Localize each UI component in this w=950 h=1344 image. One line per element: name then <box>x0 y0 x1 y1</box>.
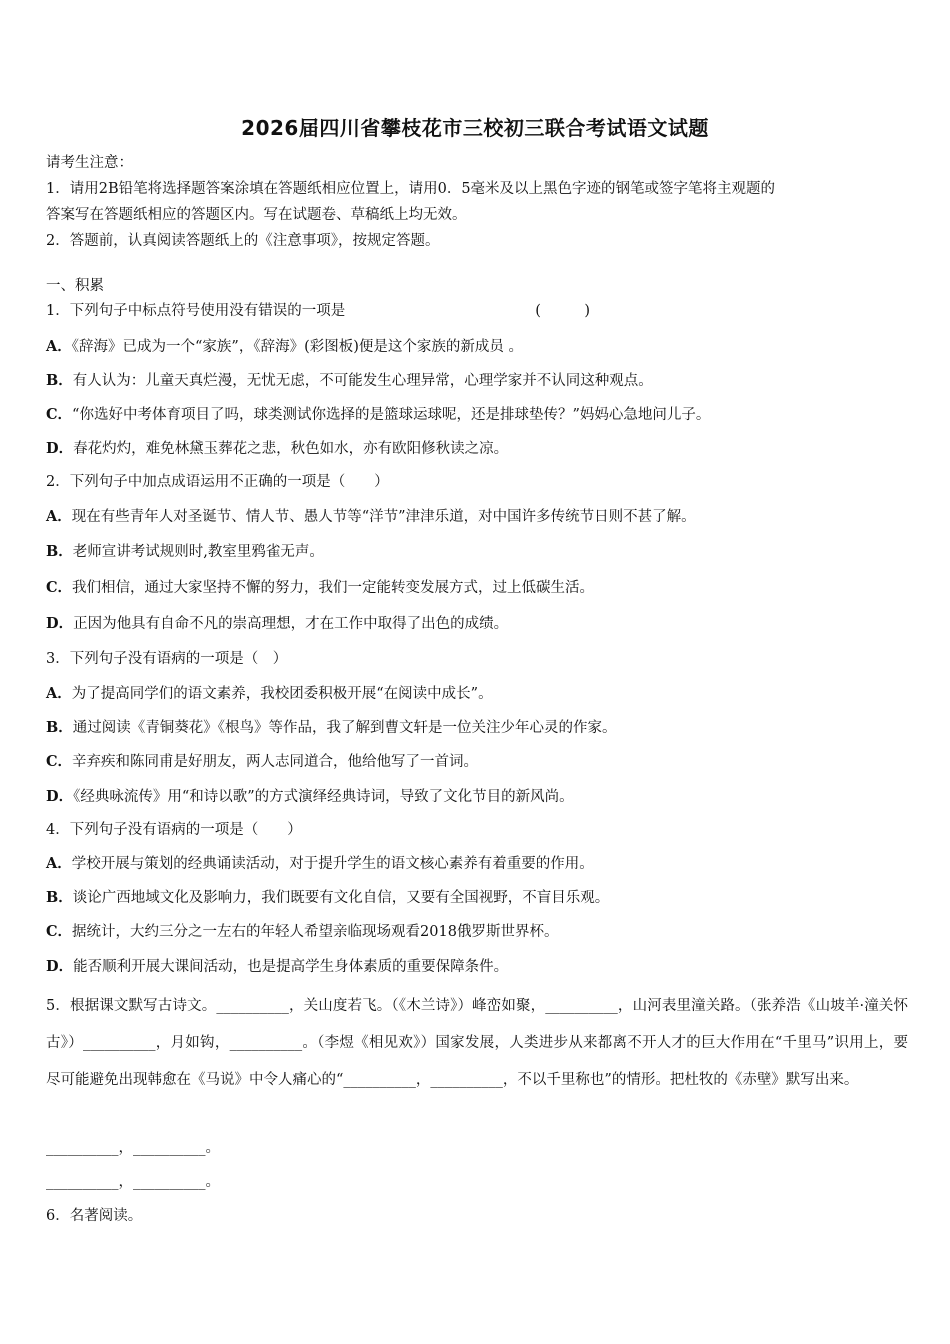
option-text: 《辞海》已成为一个“家族”，《辞海》(彩图板)便是这个家族的新成员 。 <box>71 339 524 355</box>
question-4-option-d <box>46 955 908 979</box>
question-text: 下列句子没有语病的一项是（ ） <box>69 651 288 667</box>
section-heading: 一、积累 <box>46 278 104 294</box>
question-number: 5． <box>46 998 70 1014</box>
option-text: 学校开展与策划的经典诵读活动，对于提升学生的语文核心素养有着重要的作用。 <box>71 856 594 872</box>
option-text: 老师宣讲考试规则时,教室里鸦雀无声。 <box>72 544 324 560</box>
question-2-option-a <box>46 505 908 529</box>
option-label: A． <box>46 855 72 872</box>
option-text: 谈论广西地域文化及影响力，我们既要有文化自信，又要有全国视野，不盲目乐观。 <box>72 890 610 906</box>
question-2-option-b <box>46 540 908 564</box>
option-label: A． <box>46 685 72 702</box>
option-text: 为了提高同学们的语文素养，我校团委积极开展“在阅读中成长”。 <box>71 686 493 702</box>
question-1-option-d <box>46 437 908 461</box>
option-label: D． <box>46 958 74 975</box>
option-label: A． <box>46 508 72 525</box>
question-3-stem <box>46 647 908 671</box>
question-1-option-b <box>46 369 908 393</box>
question-2-option-c <box>46 576 908 600</box>
question-1-option-a <box>46 335 908 359</box>
option-text: 据统计，大约三分之一左右的年轻人希望亲临现场观看2018俄罗斯世界杯。 <box>72 924 559 940</box>
question-number: 1． <box>46 303 70 319</box>
option-label: B． <box>46 719 73 736</box>
notice-line-3: 2．答题前，认真阅读答题纸上的《注意事项》，按规定答题。 <box>46 233 440 249</box>
question-2-option-d <box>46 612 908 636</box>
option-label: A． <box>46 338 72 355</box>
question-text: 下列句子中加点成语运用不正确的一项是（ ） <box>69 474 389 490</box>
option-label: C． <box>46 406 73 423</box>
option-text: 正因为他具有自命不凡的崇高理想，才在工作中取得了出色的成绩。 <box>73 616 509 632</box>
question-number: 3． <box>46 651 70 667</box>
notice-block <box>46 150 908 254</box>
page-title: 2026届四川省攀枝花市三校初三联合考试语文试题 <box>241 116 709 140</box>
answer-paren: ( ) <box>535 303 591 319</box>
option-label: D． <box>46 788 74 805</box>
question-text: 下列句子没有语病的一项是（ ） <box>69 822 302 838</box>
option-text: 我们相信，通过大家坚持不懈的努力，我们一定能转变发展方式，过上低碳生活。 <box>72 580 595 596</box>
option-text: “你选好中考体育项目了吗，球类测试你选择的是篮球运球呢，还是排球垫传？”妈妈心急地问儿子。 <box>72 407 711 423</box>
question-2-stem <box>46 470 908 494</box>
option-text: 能否顺利开展大课间活动，也是提高学生身体素质的重要保障条件。 <box>73 959 509 975</box>
question-4-option-c <box>46 920 908 944</box>
notice-line-1: 1．请用2B铅笔将选择题答案涂填在答题纸相应位置上，请用0．5毫米及以上黑色字迹的钢笔或签字笔将主观题的 <box>46 181 776 197</box>
notice-line-2: 答案写在答题纸相应的答题区内。写在试题卷、草稿纸上均无效。 <box>46 207 467 223</box>
question-number: 4． <box>46 822 70 838</box>
option-text: 春花灼灼，难免林黛玉葬花之悲，秋色如水，亦有欧阳修秋读之凉。 <box>73 441 509 457</box>
question-text: 下列句子中标点符号使用没有错误的一项是 <box>69 303 346 319</box>
question-number: 2． <box>46 474 70 490</box>
option-label: B． <box>46 372 73 389</box>
option-label: B． <box>46 543 73 560</box>
question-4-option-b <box>46 886 908 910</box>
question-4-option-a <box>46 852 908 876</box>
question-number: 6． <box>46 1208 70 1224</box>
notice-heading: 请考生注意： <box>46 155 133 171</box>
question-3-option-c <box>46 750 908 774</box>
question-3-option-b <box>46 716 908 740</box>
question-1-stem <box>46 299 908 323</box>
answer-blank-line-2: __________，__________。 <box>46 1174 220 1190</box>
question-3-option-a <box>46 682 908 706</box>
option-label: B． <box>46 889 73 906</box>
option-label: C． <box>46 579 73 596</box>
option-text: 通过阅读《青铜葵花》《根鸟》等作品，我了解到曹文轩是一位关注少年心灵的作家。 <box>72 720 617 736</box>
question-text: 名著阅读。 <box>69 1208 143 1224</box>
answer-blank-line-1: __________，__________。 <box>46 1140 220 1156</box>
option-label: D． <box>46 440 74 457</box>
option-text: 现在有些青年人对圣诞节、情人节、愚人节等“洋节”津津乐道，对中国许多传统节日则不甚了解。 <box>71 509 696 525</box>
option-text: 有人认为：儿童天真烂漫，无忧无虑，不可能发生心理异常，心理学家并不认同这种观点。 <box>72 373 653 389</box>
option-label: C． <box>46 753 73 770</box>
question-3-option-d <box>46 785 908 809</box>
question-6-stem <box>46 1204 908 1228</box>
question-1-option-c <box>46 403 908 427</box>
question-4-stem <box>46 818 908 842</box>
option-text: 《经典咏流传》用“和诗以歌”的方式演绎经典诗词，导致了文化节目的新风尚。 <box>73 789 574 805</box>
option-label: C． <box>46 923 73 940</box>
question-5-text <box>46 988 908 1099</box>
option-label: D． <box>46 615 74 632</box>
option-text: 辛弃疾和陈同甫是好朋友，两人志同道合，他给他写了一首词。 <box>72 754 479 770</box>
question-text: 根据课文默写古诗文。__________，关山度若飞。（《木兰诗》）峰峦如聚，__________，山河表里潼关路。（张养浩《山坡羊·潼关怀古》）__________，月如钩，__________。（李煜《相见欢》）国家发展，人类进步从来都离不开人才的巨大作用在“千里马”识用上，要尽可能避免出现韩愈在《马说》中令人痛心的“__________，__________，不以千里称也”的情形。把杜牧的《赤壁》默写出来。 <box>46 998 908 1088</box>
